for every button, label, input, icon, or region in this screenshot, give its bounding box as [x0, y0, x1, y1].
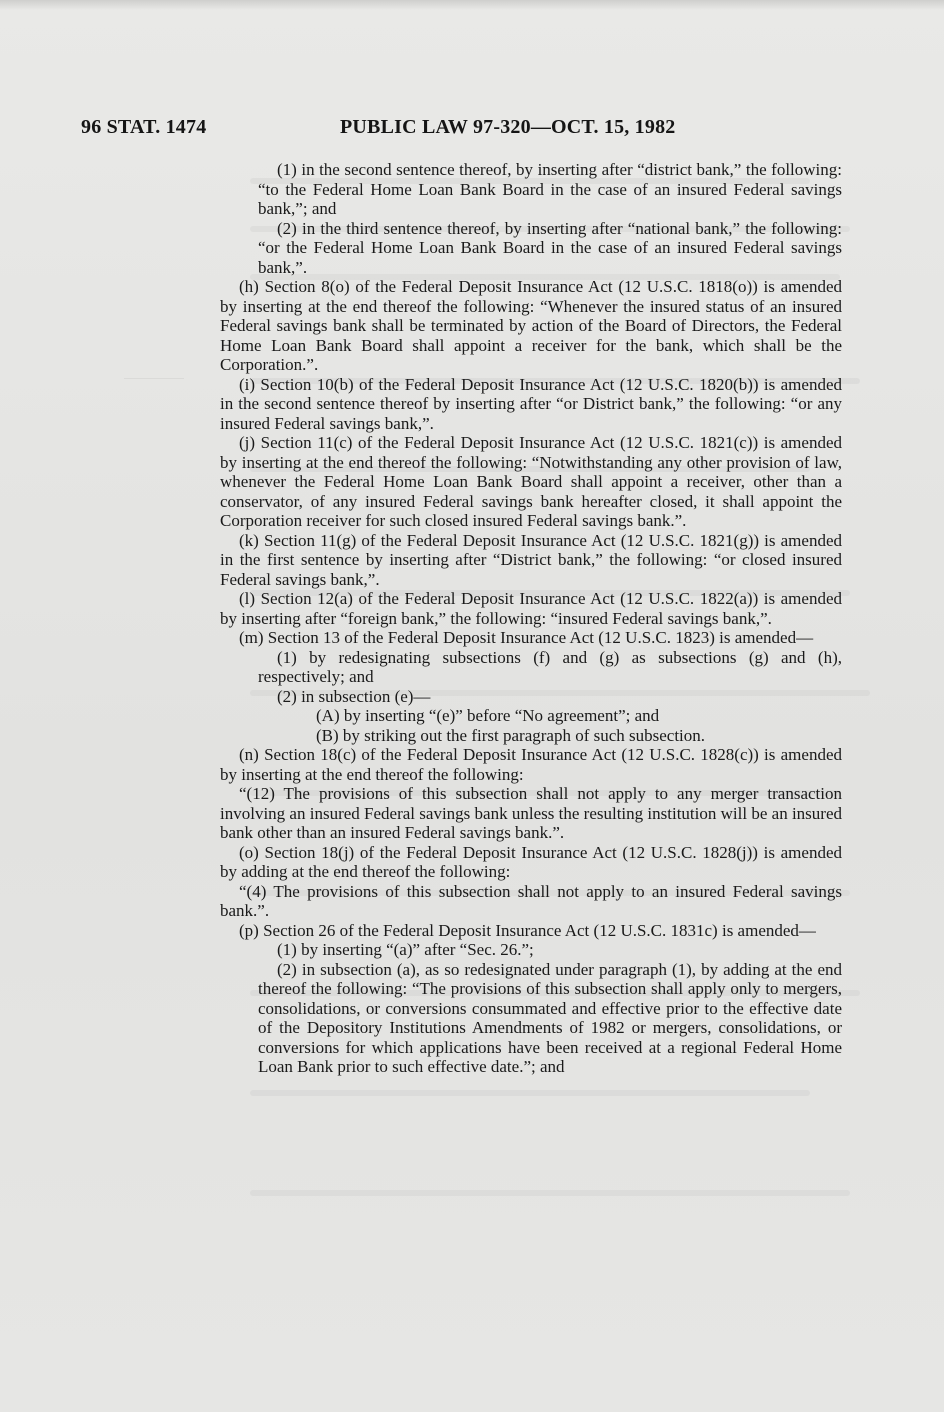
paragraph-j: (j) Section 11(c) of the Federal Deposit Insurance Act (12 U.S.C. 1821(c)) is amended by inserting at the end thereof the following: “Notwithstanding any other provision of law, whenever the Federal Home Loan Bank Board shall appoint a receiver, other than a conservator, of any insured Federal savings bank hereafter closed, it shall appoint the Corporation receiver for such closed insured Federal savings bank.”. [220, 433, 842, 530]
paragraph-o: (o) Section 18(j) of the Federal Deposit Insurance Act (12 U.S.C. 1828(j)) is amended by adding at the end thereof the following: [220, 842, 842, 881]
paragraph-h: (h) Section 8(o) of the Federal Deposit Insurance Act (12 U.S.C. 1818(o)) is amended by inserting at the end thereof the following: “Whenever the insured status of an insured Federal savings bank shall be terminated by action of the Board of Directors, the Federal Home Loan Bank Board shall appoint a receiver for the bank, which shall be the Corporation.”. [220, 277, 842, 374]
public-law-heading: PUBLIC LAW 97-320—OCT. 15, 1982 [340, 116, 676, 138]
paragraph-i: (i) Section 10(b) of the Federal Deposit Insurance Act (12 U.S.C. 1820(b)) is amended in the second sentence thereof by inserting after “or District bank,” the following: “or any insured Federal savings bank,”. [220, 374, 842, 433]
paragraph-g-2: (2) in the third sentence thereof, by inserting after “national bank,” the following: “or the Federal Home Loan Bank Board in the case of an insured Federal savings bank,”. [258, 218, 842, 277]
paragraph-p: (p) Section 26 of the Federal Deposit Insurance Act (12 U.S.C. 1831c) is amended— [239, 920, 816, 940]
show-through-margin-mark [124, 378, 184, 419]
paragraph-m-2-b: (B) by striking out the first paragraph of such subsection. [316, 725, 706, 745]
paragraph-p-1: (1) by inserting “(a)” after “Sec. 26.”; [277, 940, 534, 959]
paragraph-o-quote: “(4) The provisions of this subsection shall not apply to an insured Federal savings bank.”. [220, 881, 842, 920]
paragraph-m-2-a: (A) by inserting “(e)” before “No agreement”; and [316, 706, 660, 725]
paragraph-m-1: (1) by redesignating subsections (f) and (g) as subsections (g) and (h), respectively; and [258, 647, 842, 686]
paragraph-m: (m) Section 13 of the Federal Deposit Insurance Act (12 U.S.C. 1823) is amended— [239, 628, 814, 647]
paragraph-p-2: (2) in subsection (a), as so redesignated under paragraph (1), by adding at the end thereof the following: “The provisions of this subsection shall apply only to mergers, consolidations, or conversions consummated and effective prior to the effective date of the Depository Institutions Amendments of 1982 or mergers, consolidations, or conversions for which applications have been received at a regional Federal Home Loan Bank prior to such effective date.”; and [258, 959, 842, 1076]
page-header [81, 116, 721, 146]
paragraph-n: (n) Section 18(c) of the Federal Deposit Insurance Act (12 U.S.C. 1828(c)) is amended by inserting at the end thereof the following: [220, 745, 842, 784]
paragraph-k: (k) Section 11(g) of the Federal Deposit Insurance Act (12 U.S.C. 1821(g)) is amended in the first sentence by inserting after “District bank,” the following: “or closed insured Federal savings bank,”. [220, 530, 842, 589]
paragraph-n-quote: “(12) The provisions of this subsection shall not apply to any merger transaction involving an insured Federal savings bank unless the resulting institution will be an insured bank other than an insured Federal savings bank.”. [220, 784, 842, 842]
statute-body [220, 160, 842, 1077]
paragraph-m-2: (2) in subsection (e)— [277, 686, 431, 706]
paragraph-l: (l) Section 12(a) of the Federal Deposit Insurance Act (12 U.S.C. 1822(a)) is amended by inserting after “foreign bank,” the following: “insured Federal savings bank,”. [220, 589, 842, 628]
page-top-edge [0, 0, 944, 10]
paragraph-g-1: (1) in the second sentence thereof, by inserting after “district bank,” the following: “to the Federal Home Loan Bank Board in the case of an insured Federal savings bank,”; and [258, 160, 842, 218]
stat-page-number: 96 STAT. 1474 [81, 116, 207, 138]
